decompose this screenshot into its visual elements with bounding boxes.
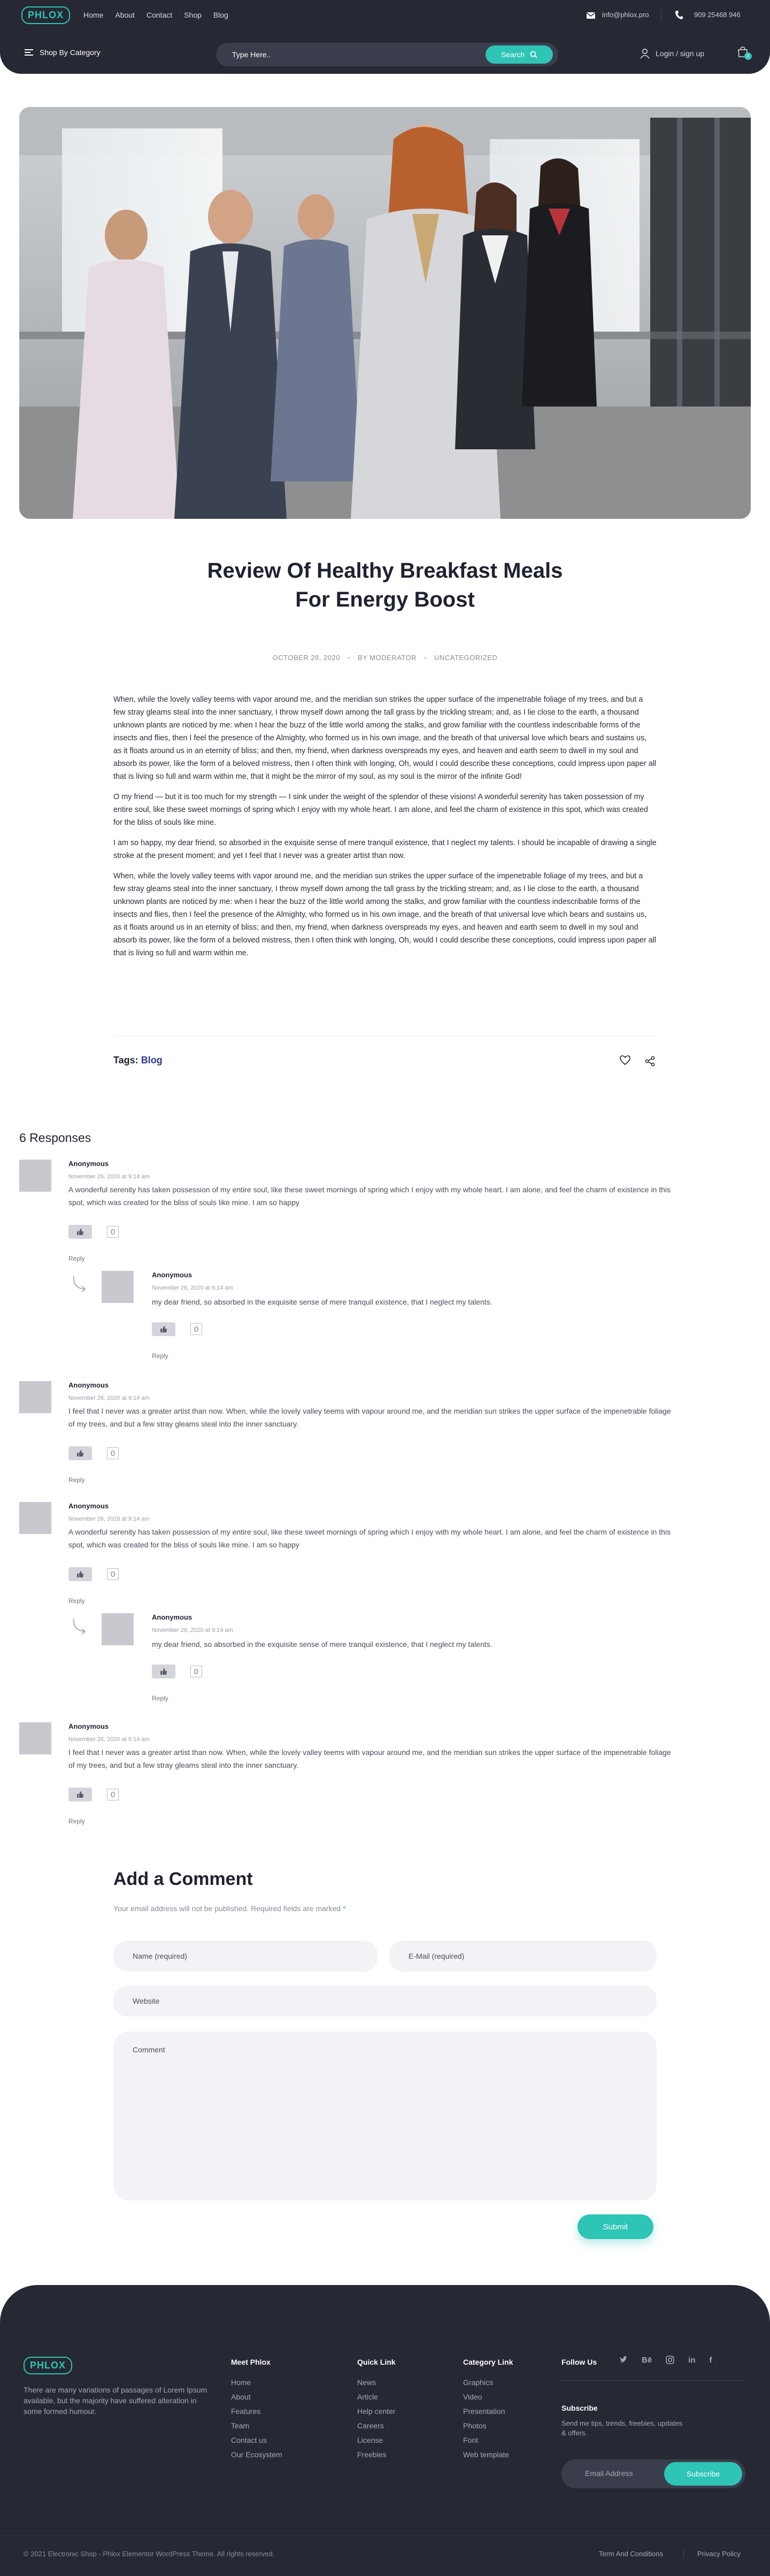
top-bar (0, 0, 770, 32)
tags-label: Tags: (113, 1055, 138, 1065)
share-icon[interactable] (645, 1056, 656, 1067)
post-title: Review Of Healthy Breakfast Meals For Energy Boost (207, 559, 563, 611)
logo[interactable]: PHLOX (21, 6, 70, 24)
name-field[interactable] (113, 1941, 378, 1972)
terms-link[interactable]: Term And Conditions (599, 2550, 663, 2558)
like-count: 0 (107, 1789, 119, 1800)
search-input[interactable] (232, 49, 457, 60)
like-count: 0 (107, 1568, 119, 1580)
like-count: 0 (107, 1226, 119, 1238)
thumbs-up-icon (76, 1450, 84, 1457)
like-count: 0 (107, 1447, 119, 1459)
reply-link[interactable]: Reply (68, 1255, 85, 1262)
subscribe-text: Send me tips, trends, freebies, updates & offers. (561, 2419, 683, 2437)
avatar (19, 1381, 51, 1413)
social-links (619, 2356, 712, 2365)
reply-link[interactable]: Reply (152, 1695, 168, 1702)
footer-link[interactable]: Our Ecosystem (231, 2450, 282, 2459)
reply-arrow-icon (72, 1617, 88, 1636)
login-link[interactable] (640, 48, 704, 59)
comment-form-title: Add a Comment (113, 1869, 253, 1889)
comment-author: Anonymous (68, 1722, 109, 1730)
comment-date: November 26, 2020 at 9:14 am (68, 1516, 150, 1522)
nav-blog[interactable]: Blog (213, 11, 228, 19)
footer-link[interactable]: Font (463, 2436, 479, 2444)
required-mark: * (343, 1904, 346, 1913)
footer-col-category-link (463, 2358, 513, 2465)
like-count: 0 (190, 1323, 202, 1335)
footer-link[interactable]: Home (231, 2378, 251, 2387)
comment-text: my dear friend, so absorbed in the exquisite sense of mere tranquil existence, that I neglect my talents. (152, 1640, 492, 1649)
nav-contact[interactable]: Contact (146, 11, 173, 19)
avatar (102, 1613, 134, 1645)
website-field[interactable] (113, 1985, 657, 2017)
business-team-photo (19, 107, 751, 519)
footer-link[interactable]: Freebies (357, 2450, 387, 2459)
like-button[interactable] (68, 1567, 92, 1581)
thumbs-up-icon (76, 1228, 84, 1236)
comment-author: Anonymous (152, 1271, 192, 1279)
avatar (19, 1160, 51, 1192)
comment-author: Anonymous (68, 1381, 109, 1389)
reply-link[interactable]: Reply (152, 1352, 168, 1360)
tag-link[interactable]: Blog (141, 1055, 163, 1065)
footer-link[interactable]: Web template (463, 2450, 510, 2459)
heart-icon[interactable] (619, 1055, 631, 1065)
footer-link[interactable]: About (231, 2393, 251, 2401)
responses-title: 6 Responses (19, 1131, 91, 1145)
nav-shop[interactable]: Shop (184, 11, 202, 19)
email-field[interactable] (389, 1941, 657, 1972)
footer-link[interactable]: News (357, 2378, 376, 2387)
comment-date: November 26, 2020 at 9:14 am (68, 1174, 150, 1180)
subscribe-form (561, 2459, 745, 2488)
like-button[interactable] (68, 1446, 92, 1460)
menu-icon (25, 49, 33, 56)
footer-link[interactable]: Article (357, 2393, 378, 2401)
footer-link[interactable]: Graphics (463, 2378, 494, 2387)
footer-bottom-divider (0, 2535, 770, 2536)
comment-text: my dear friend, so absorbed in the exquisite sense of mere tranquil existence, that I neglect my talents. (152, 1298, 492, 1306)
linkedin-icon[interactable]: in (688, 2356, 696, 2365)
twitter-icon[interactable] (619, 2356, 628, 2364)
privacy-link[interactable]: Privacy Policy (697, 2550, 741, 2558)
comment-textarea[interactable] (113, 2031, 657, 2201)
footer-about: There are many variations of passages of Lorem Ipsum available, but the majority have suffered alteration in some formed humour. (24, 2386, 207, 2416)
footer-col-title: Category Link (463, 2358, 513, 2366)
footer-link[interactable]: Team (231, 2421, 250, 2430)
hero-image (19, 107, 751, 519)
footer-col-title: Meet Phlox (231, 2358, 271, 2366)
subscribe-button[interactable]: Subscribe (664, 2462, 742, 2486)
thumbs-up-icon (160, 1325, 167, 1333)
copyright: © 2021 Electronic Shop - Phlox Elementor WordPress Theme. All rights reserved. (24, 2550, 275, 2558)
like-button[interactable] (68, 1788, 92, 1801)
phone-icon (675, 10, 683, 20)
footer-link[interactable]: License (357, 2436, 383, 2444)
reply-link[interactable]: Reply (68, 1597, 85, 1605)
cart-count-badge: 0 (744, 52, 752, 60)
footer-col-quick-link (357, 2358, 396, 2465)
follow-us-label: Follow Us (561, 2358, 597, 2366)
footer-link[interactable]: Video (463, 2393, 482, 2401)
comment-text: A wonderful serenity has taken possession of my entire soul, like these sweet mornings of spring which I enjoy with my whole heart. I am alone, and feel the charm of existence in this spot, which was created for the bliss of souls like mine. I am so happy (68, 1185, 671, 1207)
like-button[interactable] (152, 1665, 175, 1678)
search-button-label: Search (500, 50, 525, 59)
footer-logo[interactable]: PHLOX (24, 2357, 72, 2374)
meta-separator: • (347, 654, 350, 662)
like-count: 0 (190, 1666, 202, 1677)
nav-about[interactable]: About (115, 11, 135, 19)
cart-button[interactable] (737, 46, 749, 60)
comment-date: November 26, 2020 at 9:14 am (68, 1395, 150, 1401)
submit-button[interactable]: Submit (578, 2214, 653, 2239)
behance-icon[interactable]: Bē (642, 2356, 652, 2365)
comment-date: November 26, 2020 at 9:14 am (68, 1736, 150, 1743)
post-paragraph: When, while the lovely valley teems with vapor around me, and the meridian sun strikes the upper surface of the impenetrable foliage of my trees, and but a few stray gleams steal into the inner sanctuary, I throw myself down among the tall grass by the trickling stream; and, as I lie close to the earth, a thousand unknown plants are noticed by me: when I hear the buzz of the little world among the stalks, and grow familiar with the countless indescribable forms of the insects and flies, then I feel the presence of the Almighty, who formed us in his own image, and the breath of that universal love which bears and sustains us, as it floats around us in an eternity of bliss; and then, my friend, when darkness overspreads my eyes, and heaven and earth seem to dwell in my soul and absorb its power, like the form of a beloved mistress, then I often think with longing, Oh, would I could describe these conceptions, could impress upon paper all that is living so full and warm within me, that it might be the mirror of my soul, as my soul is the mirror of the infinite God! (113, 695, 657, 781)
search-box (216, 43, 558, 66)
post-meta (0, 654, 770, 662)
avatar (19, 1502, 51, 1534)
footer-link[interactable]: Careers (357, 2421, 384, 2430)
comment-author: Anonymous (68, 1160, 109, 1168)
facebook-icon[interactable]: f (709, 2356, 712, 2365)
login-label: Login / sign up (656, 49, 705, 58)
mail-icon (586, 12, 596, 19)
subscribe-email-input[interactable] (585, 2469, 665, 2478)
footer-link[interactable]: Features (231, 2407, 261, 2416)
post-tags (113, 1055, 163, 1066)
avatar (19, 1722, 51, 1754)
avatar (102, 1271, 134, 1303)
footer-divider (561, 2380, 744, 2381)
reply-link[interactable]: Reply (68, 1476, 85, 1484)
post-paragraph: When, while the lovely valley teems with vapor around me, and the meridian sun strikes the upper surface of the impenetrable foliage of my trees, and but a few stray gleams steal into the inner sanctuary, I throw myself down among the tall grass by the trickling stream; and, as I lie close to the earth, a thousand unknown plants are noticed by me: when I hear the buzz of the little world among the stalks, and grow familiar with the countless indescribable forms of the insects and flies, then I feel the presence of the Almighty, who formed us in his own image, and the breath of that universal love which bears and sustains us, as it floats around us in an eternity of bliss; and then, my friend, when darkness overspreads my eyes, and heaven and earth seem to dwell in my soul and absorb its power, like the form of a beloved mistress, then I often think with longing, Oh, would I could describe these conceptions, could impress upon paper all that is living so full and warm within me. (113, 872, 657, 957)
header-phone[interactable]: 909 25468 946 (694, 11, 741, 19)
post-paragraph: I am so happy, my dear friend, so absorbed in the exquisite sense of mere tranquil existence, that I neglect my talents. I should be incapable of drawing a single stroke at the present moment; and yet I feel that I never was a greater artist than now. (113, 839, 657, 860)
comment-text: I feel that I never was a greater artist than now. When, while the lovely valley teems with vapour around me, and the meridian sun strikes the upper surface of the impenetrable foliage of my trees, and but a few stray gleams steal into the inner sanctuary. (68, 1748, 671, 1769)
meta-separator: • (424, 654, 427, 662)
footer-link[interactable]: Photos (463, 2421, 487, 2430)
like-button[interactable] (68, 1225, 92, 1239)
thumbs-up-icon (76, 1570, 84, 1578)
comment-author: Anonymous (68, 1502, 109, 1510)
post-date[interactable]: OCTOBER 28, 2020 (272, 654, 340, 662)
post-body (113, 693, 657, 967)
footer-col-title: Quick Link (357, 2358, 396, 2366)
category-label: Shop By Category (40, 48, 101, 57)
post-author[interactable]: BY MODERATOR (358, 654, 417, 662)
footer-link[interactable]: Help center (357, 2407, 396, 2416)
comment-text: I feel that I never was a greater artist than now. When, while the lovely valley teems with vapour around me, and the meridian sun strikes the upper surface of the impenetrable foliage of my trees, and but a few stray gleams steal into the inner sanctuary. (68, 1407, 671, 1428)
form-note-text: Your email address will not be published. Required fields are marked (113, 1904, 341, 1913)
top-nav (83, 11, 228, 19)
post-paragraph: O my friend — but it is too much for my strength — I sink under the weight of the splendor of these visions! A wonderful serenity has taken possession of my entire soul, like these sweet mornings of spring which I enjoy with my whole heart. I am alone, and feel the charm of existence in this spot, which was created for the bliss of souls like mine. (113, 793, 648, 827)
header-email[interactable]: info@phlox.pro (602, 11, 649, 19)
thumbs-up-icon (160, 1668, 167, 1675)
footer (0, 2285, 770, 2576)
search-icon (530, 51, 537, 58)
reply-arrow-icon (72, 1275, 88, 1293)
footer-link[interactable]: Contact us (231, 2436, 267, 2444)
footer-link[interactable]: Presentation (463, 2407, 505, 2416)
instagram-icon[interactable] (666, 2356, 674, 2364)
search-button[interactable] (486, 45, 553, 64)
user-icon (640, 48, 650, 59)
post-category[interactable]: UNCATEGORIZED (434, 654, 498, 662)
comment-author: Anonymous (152, 1613, 192, 1621)
shop-by-category[interactable] (25, 48, 101, 57)
comment-date: November 26, 2020 at 9:14 am (152, 1627, 233, 1634)
like-button[interactable] (152, 1322, 175, 1336)
footer-col-meet-phlox (231, 2358, 282, 2465)
comment-text: A wonderful serenity has taken possession of my entire soul, like these sweet mornings of spring which I enjoy with my whole heart. I am alone, and feel the charm of existence in this spot, which was created for the bliss of souls like mine. I am so happy (68, 1528, 671, 1549)
nav-home[interactable]: Home (83, 11, 104, 19)
main-navbar (0, 32, 770, 74)
subscribe-title: Subscribe (561, 2404, 598, 2412)
thumbs-up-icon (76, 1791, 84, 1798)
comment-date: November 26, 2020 at 9:14 am (152, 1285, 233, 1291)
footer-link-divider (683, 2549, 684, 2558)
comment-form-note (113, 1904, 346, 1913)
reply-link[interactable]: Reply (68, 1818, 85, 1825)
